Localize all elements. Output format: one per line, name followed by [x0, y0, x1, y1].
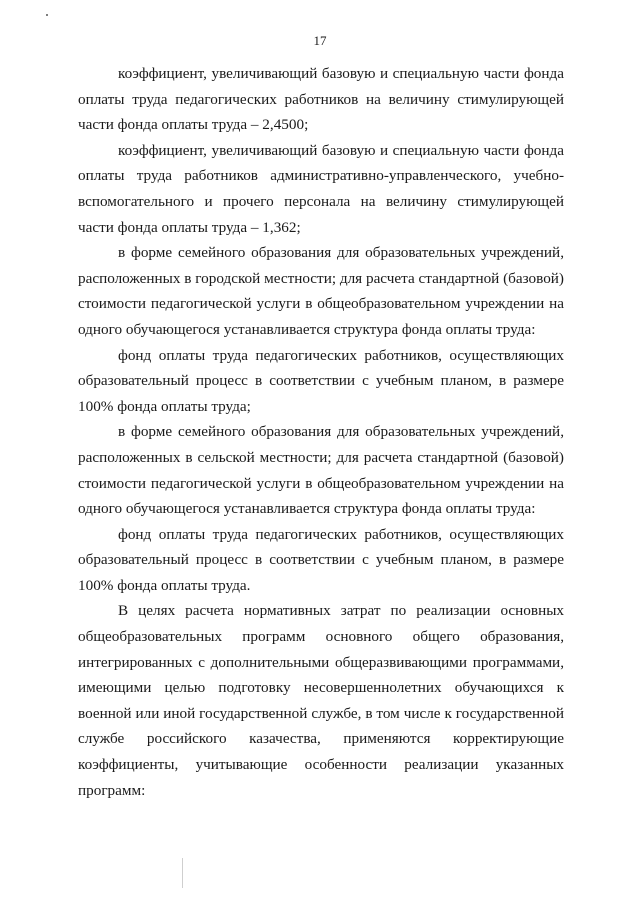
page-number: 17 [313, 33, 327, 48]
paragraph-family-education-rural: в форме семейного образования для образовательных учреждений, расположенных в сельской местности; для расчета стандартной (базовой) стоимости педагогической услуги в общеобразовательном учреждении на одного обучающегося устанавливается структура фонда оплаты труда: [78, 423, 564, 518]
paragraph-fund-urban: фонд оплаты труда педагогических работников, осуществляющих образовательный процесс в соответствии с учебным планом, в размере 100% фонда оплаты труда; [78, 346, 564, 415]
document-body [78, 61, 564, 803]
scan-artifact-dot [46, 14, 48, 16]
paragraph-family-education-urban: в форме семейного образования для образовательных учреждений, расположенных в городской местности; для расчета стандартной (базовой) стоимости педагогической услуги в общеобразовательном учреждении на одного обучающегося устанавливается структура фонда оплаты труда: [78, 244, 564, 338]
paragraph-fund-rural: фонд оплаты труда педагогических работников, осуществляющих образовательный процесс в соответствии с учебным планом, в размере 100% фонда оплаты труда. [78, 525, 564, 594]
paragraph-coefficient-pedagogical: коэффициент, увеличивающий базовую и специальную части фонда оплаты труда педагогических работников на величину стимулирующей части фонда оплаты труда – 2,4500; [78, 65, 564, 134]
scan-artifact-line [182, 858, 183, 888]
paragraph-coefficient-administrative: коэффициент, увеличивающий базовую и специальную части фонда оплаты труда работников административно-управленческого, учебно-вспомогательного и прочего персонала на величину стимулирующей части фонда оплаты труда – 1,362; [78, 141, 564, 236]
paragraph-cossack-programs: В целях расчета нормативных затрат по реализации основных общеобразовательных программ основного общего образования, интегрированных с дополнительными общеразвивающими программами, имеющими целью подготовку несовершеннолетних обучающихся к военной или иной государственной службе, в том числе к государственной службе российского казачества, применяются корректирующие коэффициенты, учитывающие особенности реализации указанных программ: [78, 602, 564, 799]
